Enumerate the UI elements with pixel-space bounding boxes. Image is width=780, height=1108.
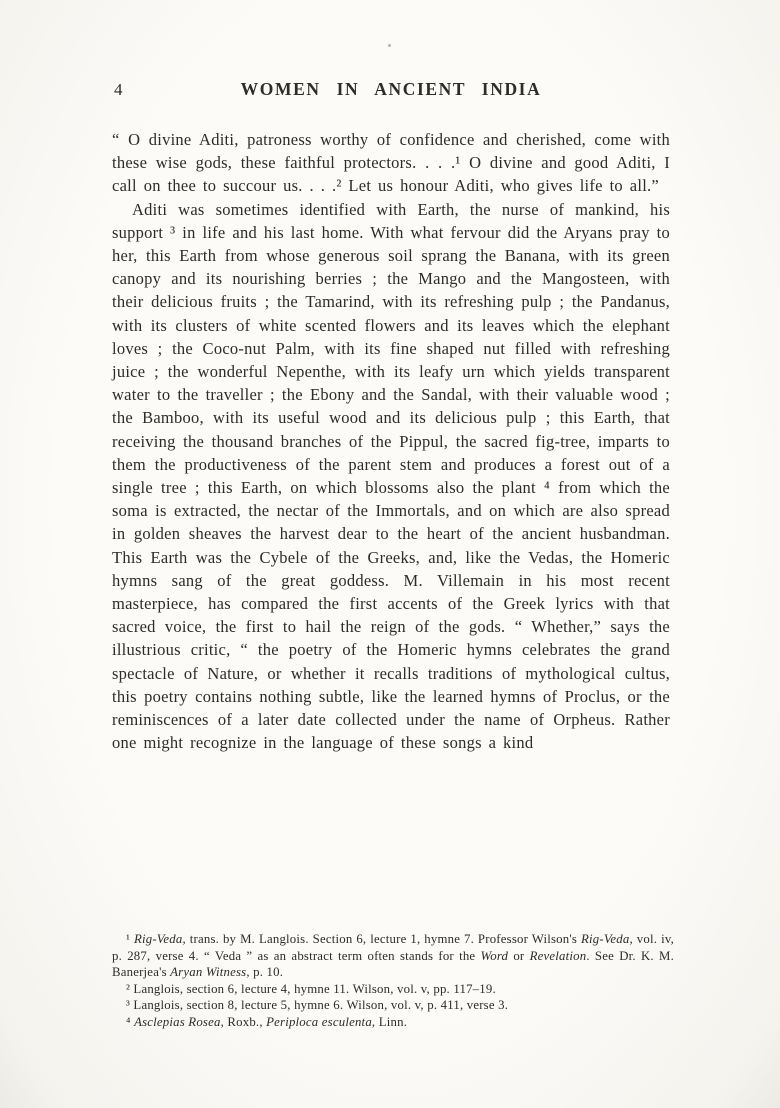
footnote-3: ³ Langlois, section 8, lecture 5, hymne 6. Wilson, vol. v, p. 411, verse 3.: [126, 998, 509, 1013]
page-title: WOMEN IN ANCIENT INDIA: [240, 79, 542, 99]
page-number: 4: [114, 80, 123, 99]
footnote-4: ⁴ Asclepias Rosea, Roxb., Periploca esculenta, Linn.: [126, 1014, 408, 1029]
footnote-2: ² Langlois, section 6, lecture 4, hymne 11. Wilson, vol. v, pp. 117–19.: [126, 981, 496, 996]
page-content: [112, 78, 670, 754]
scan-speck: [388, 44, 391, 47]
footnotes: [112, 931, 674, 1031]
quote-paragraph: “ O divine Aditi, patroness worthy of confidence and cherished, come with these wise gods, these faithful protectors. . . .¹ O divine and good Aditi, I call on thee to succour us. . . .² Let us honour Aditi, who gives life to all.”: [112, 130, 670, 196]
body-text: [112, 128, 670, 754]
main-paragraph: Aditi was sometimes identified with Earth, the nurse of mankind, his support ³ in life and his last home. With what fervour did the Aryans pray to her, this Earth from whose generous soil sprang the Banana, with its green canopy and its nourishing berries ; the Mango and the Mangosteen, with their delicious fruits ; the Tamarind, with its refreshing pulp ; the Pandanus, with its clusters of white scented flowers and its leaves which the elephant loves ; the Coco-nut Palm, with its fine shaped nut filled with refreshing juice ; the wonderful Nepenthe, with its leafy urn which yields transparent water to the traveller ; the Ebony and the Sandal, with their valuable wood ; the Bamboo, with its useful wood and its delicious pulp ; this Earth, that receiving the thousand branches of the Pippul, the sacred fig-tree, imparts to them the productiveness of the parent stem and produces a forest out of a single tree ; this Earth, on which blossoms also the plant ⁴ from which the soma is extracted, the nectar of the Immortals, and on which are also spread in golden sheaves the harvest dear to the heart of the ancient husbandman. This Earth was the Cybele of the Greeks, and, like the Vedas, the Homeric hymns sang of the great goddess. M. Villemain in his most recent masterpiece, has compared the first accents of the Greek lyrics with that sacred voice, the first to hail the reign of the gods. “ Whether,” says the illustrious critic, “ the poetry of the Homeric hymns celebrates the grand spectacle of Nature, or whether it recalls traditions of mythological cultus, this poetry contains nothing subtle, like the learned hymns of Proclus, or the reminiscences of a later date collected under the name of Orpheus. Rather one might recognize in the language of these songs a kind: [112, 199, 670, 753]
footnote-1: ¹ Rig-Veda, trans. by M. Langlois. Section 6, lecture 1, hymne 7. Professor Wilson's Rig-Veda, vol. iv, p. 287, verse 4. “ Veda ” as an abstract term often stands for the Word or Revelation. See Dr. K. M. Banerjea's Aryan Witness, p. 10.: [112, 932, 675, 980]
page-header: [112, 78, 670, 106]
